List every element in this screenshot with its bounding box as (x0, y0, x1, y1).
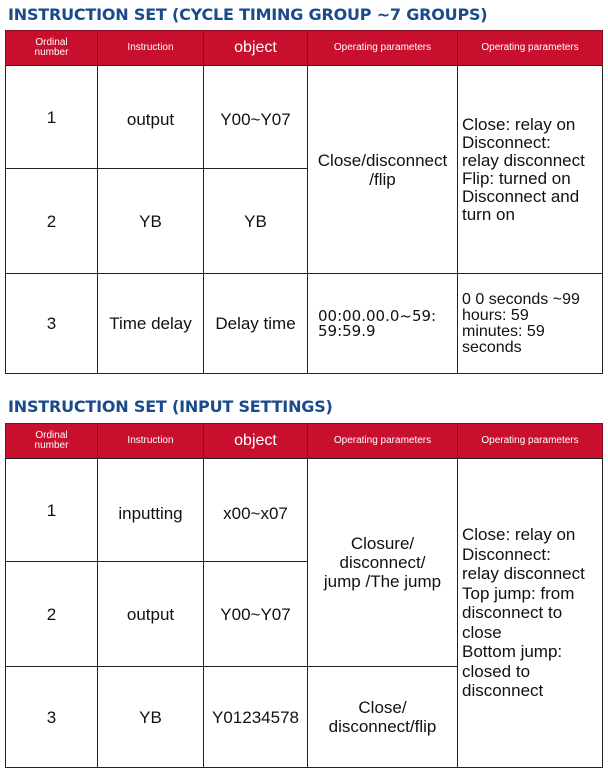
row-num: 1 (46, 107, 57, 127)
table-row-1-instruction (97, 458, 204, 562)
header-desc (457, 423, 603, 459)
header-object (203, 30, 308, 66)
row-instruction: YB (139, 211, 162, 231)
header-instruction-label: Instruction (127, 42, 174, 53)
header-ordinal-label: Ordinal number (34, 37, 69, 58)
header-desc-label: Operating parameters (481, 435, 579, 446)
table-row-1-object (203, 458, 308, 562)
row-object: Y00~Y07 (220, 110, 291, 129)
header-ordinal (5, 423, 98, 459)
header-object (203, 423, 308, 459)
input-settings-table (5, 423, 603, 768)
table-row-3-instruction (97, 666, 204, 768)
table-row-2-num (5, 168, 98, 274)
header-desc (457, 30, 603, 66)
table1-title: INSTRUCTION SET (CYCLE TIMING GROUP ~7 GROUPS) (8, 5, 488, 24)
row-instruction: YB (139, 707, 162, 727)
row-num: 2 (46, 604, 57, 624)
merged-desc-cell (457, 458, 603, 768)
row-object: Delay time (215, 314, 296, 333)
table-row-3-num (5, 273, 98, 374)
merged-desc-cell (457, 65, 603, 274)
header-params-label: Operating parameters (333, 42, 432, 53)
row-num: 1 (46, 501, 57, 520)
merged-desc: Close: relay on Disconnect: relay disconnect Flip: turned on Disconnect and turn on (462, 114, 585, 224)
table-row-3-desc (457, 273, 603, 374)
table-row-1-num (5, 65, 98, 169)
header-params (307, 423, 458, 459)
row-object: x00~x07 (223, 504, 288, 523)
merged-params: Closure/ disconnect/ jump /The jump (323, 534, 442, 591)
table-row-2-object (203, 168, 308, 274)
table-row-2-instruction (97, 561, 204, 667)
row-num: 2 (46, 211, 57, 231)
table-row-3-params (307, 666, 458, 768)
row-object: YB (244, 211, 267, 231)
table-row-3-instruction (97, 273, 204, 374)
header-instruction-label: Instruction (127, 435, 174, 446)
merged-desc: Close: relay on Disconnect: relay disconnect Top jump: from disconnect to close Bottom jump: closed to disconnect (462, 525, 585, 701)
row-num: 3 (46, 707, 57, 727)
header-instruction (97, 30, 204, 66)
table-row-3-object (203, 666, 308, 768)
table-row-2-instruction (97, 168, 204, 274)
row-object: Y01234578 (212, 707, 299, 727)
row-instruction: inputting (118, 504, 183, 523)
row-params: 00:00.00.0~59: 59:59.9 (318, 306, 437, 340)
header-ordinal (5, 30, 98, 66)
table-row-1-num (5, 458, 98, 562)
table-row-2-object (203, 561, 308, 667)
table2-title: INSTRUCTION SET (INPUT SETTINGS) (8, 397, 333, 416)
header-params (307, 30, 458, 66)
merged-params: Close/disconnect /flip (317, 150, 448, 189)
table-row-1-instruction (97, 65, 204, 169)
merged-params-cell (307, 458, 458, 667)
table-row-1-object (203, 65, 308, 169)
row-params: Close/ disconnect/flip (328, 698, 437, 736)
header-ordinal-label: Ordinal number (34, 430, 69, 451)
cycle-timing-table (5, 30, 603, 374)
header-object-label: object (234, 432, 277, 449)
header-params-label: Operating parameters (333, 435, 432, 446)
table-row-2-num (5, 561, 98, 667)
table-row-3-num (5, 666, 98, 768)
table-row-3-object (203, 273, 308, 374)
merged-params-cell (307, 65, 458, 274)
row-desc: 0 0 seconds ~99 hours: 59 minutes: 59 seconds (462, 290, 580, 356)
header-desc-label: Operating parameters (481, 42, 579, 53)
row-instruction: output (126, 604, 175, 624)
row-num: 3 (46, 314, 57, 333)
row-object: Y00~Y07 (220, 604, 291, 624)
row-instruction: output (126, 110, 175, 129)
table-row-3-params (307, 273, 458, 374)
row-instruction: Time delay (109, 314, 192, 333)
header-object-label: object (234, 39, 277, 56)
header-instruction (97, 423, 204, 459)
